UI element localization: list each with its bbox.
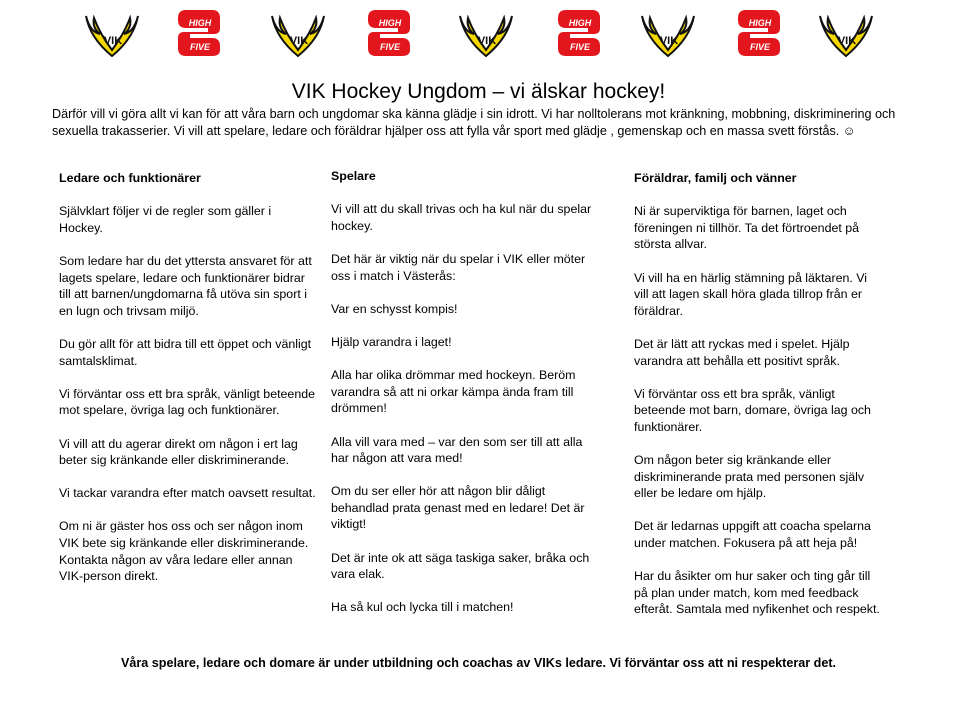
- logo-row: [0, 8, 957, 62]
- parents-paragraph: Det är lätt att ryckas med i spelet. Hjälp varandra att behålla ett positivt språk.: [634, 336, 850, 368]
- parents-paragraph: Vi förväntar oss ett bra språk, vänligt beteende mot barn, domare, övriga lag och funktionärer.: [634, 386, 871, 434]
- five-text: FIVE: [379, 42, 401, 52]
- five-text: FIVE: [749, 42, 771, 52]
- leaders-paragraph: Om ni är gäster hos oss och ser någon inom VIK bete sig kränkande eller diskriminerande. Kontakta någon av våra ledare eller annan VIK-person direkt.: [59, 519, 309, 584]
- vik-logo: [818, 8, 874, 58]
- high-text: HIGH: [568, 18, 592, 28]
- players-paragraph: Hjälp varandra i laget!: [331, 334, 452, 349]
- footer-text: Våra spelare, ledare och domare är under utbildning och coachas av VIKs ledare. Vi förväntar oss att ni respekterar det.: [120, 656, 837, 670]
- parents-paragraph: Har du åsikter om hur saker och ting går till på plan under match, kom med feedback efteråt. Samtala med nyfikenhet och respekt.: [634, 569, 880, 617]
- high-five-logo: [736, 8, 782, 58]
- vik-logo: [640, 8, 696, 58]
- players-paragraph: Vi vill att du skall trivas och ha kul när du spelar hockey.: [331, 202, 592, 233]
- parents-paragraph: Ni är superviktiga för barnen, laget och föreningen ni tillhör. Ta det förtroendet på största allvar.: [634, 204, 860, 252]
- players-column: [331, 168, 593, 633]
- players-heading: Spelare: [331, 169, 376, 183]
- high-five-logo: [556, 8, 602, 58]
- leaders-column: [59, 170, 317, 601]
- five-text: FIVE: [569, 42, 591, 52]
- vik-text: VIK: [289, 35, 309, 47]
- leaders-paragraph: Självklart följer vi de regler som gäller i Hockey.: [59, 204, 272, 235]
- intro-text: Därför vill vi göra allt vi kan för att våra barn och ungdomar ska känna glädje i sin idrott. Vi har nolltolerans mot kränkning, mobbning, diskriminering och sexuella trakasserier. Vi vill att spelare, ledare och föräldrar hjälper oss att fylla vår sport med glädje , gemenskap och en massa svett förstås. ☺: [52, 107, 896, 138]
- high-text: HIGH: [378, 18, 402, 28]
- vik-text: VIK: [103, 35, 123, 47]
- leaders-paragraph: Vi vill att du agerar direkt om någon i ert lag beter sig kränkande eller diskriminerande.: [59, 436, 298, 468]
- high-text: HIGH: [188, 18, 212, 28]
- vik-logo: [84, 8, 140, 58]
- vik-logo: [270, 8, 326, 58]
- vik-logo: [458, 8, 514, 58]
- leaders-heading: Ledare och funktionärer: [59, 171, 201, 185]
- high-text: HIGH: [748, 18, 772, 28]
- players-paragraph: Alla har olika drömmar med hockeyn. Beröm varandra så att ni orkar kämpa ända fram till drömmen!: [331, 368, 576, 416]
- vik-text: VIK: [837, 35, 857, 47]
- high-five-logo: [366, 8, 412, 58]
- leaders-paragraph: Vi tackar varandra efter match oavsett resultat.: [59, 486, 316, 501]
- leaders-paragraph: Som ledare har du det yttersta ansvaret för att lagets spelare, ledare och funktionärer bidrar till att barnen/ungdomarna få utöva sin sport i en lugn och trivsam miljö.: [59, 253, 312, 318]
- leaders-paragraph: Vi förväntar oss ett bra språk, vänligt beteende mot spelare, övriga lag och funktionärer.: [59, 386, 315, 418]
- parents-paragraph: Vi vill ha en härlig stämning på läktaren. Vi vill att lagen skall höra glada tillrop från er föräldrar.: [634, 270, 868, 318]
- page-title: VIK Hockey Ungdom – vi älskar hockey!: [291, 80, 666, 103]
- leaders-paragraph: Du gör allt för att bidra till ett öppet och vänligt samtalsklimat.: [59, 336, 312, 368]
- vik-text: VIK: [659, 35, 679, 47]
- parents-column: [634, 170, 884, 635]
- players-paragraph: Om du ser eller hör att någon blir dåligt behandlad prata genast med en ledare! Det är viktigt!: [331, 484, 585, 532]
- high-five-logo: [176, 8, 222, 58]
- parents-heading: Föräldrar, familj och vänner: [634, 171, 797, 185]
- players-paragraph: Var en schysst kompis!: [331, 301, 458, 316]
- players-paragraph: Ha så kul och lycka till i matchen!: [331, 600, 514, 615]
- five-text: FIVE: [189, 42, 211, 52]
- parents-paragraph: Det är ledarnas uppgift att coacha spelarna under matchen. Fokusera på att heja på!: [634, 519, 871, 551]
- players-paragraph: Alla vill vara med – var den som ser till att alla har någon att vara med!: [331, 434, 583, 466]
- vik-text: VIK: [477, 35, 497, 47]
- players-paragraph: Det här är viktig när du spelar i VIK eller möter oss i match i Västerås:: [331, 251, 586, 283]
- players-paragraph: Det är inte ok att säga taskiga saker, bråka och vara elak.: [331, 550, 590, 582]
- parents-paragraph: Om någon beter sig kränkande eller diskriminerande prata med personen själv eller be ledare om hjälp.: [634, 453, 865, 501]
